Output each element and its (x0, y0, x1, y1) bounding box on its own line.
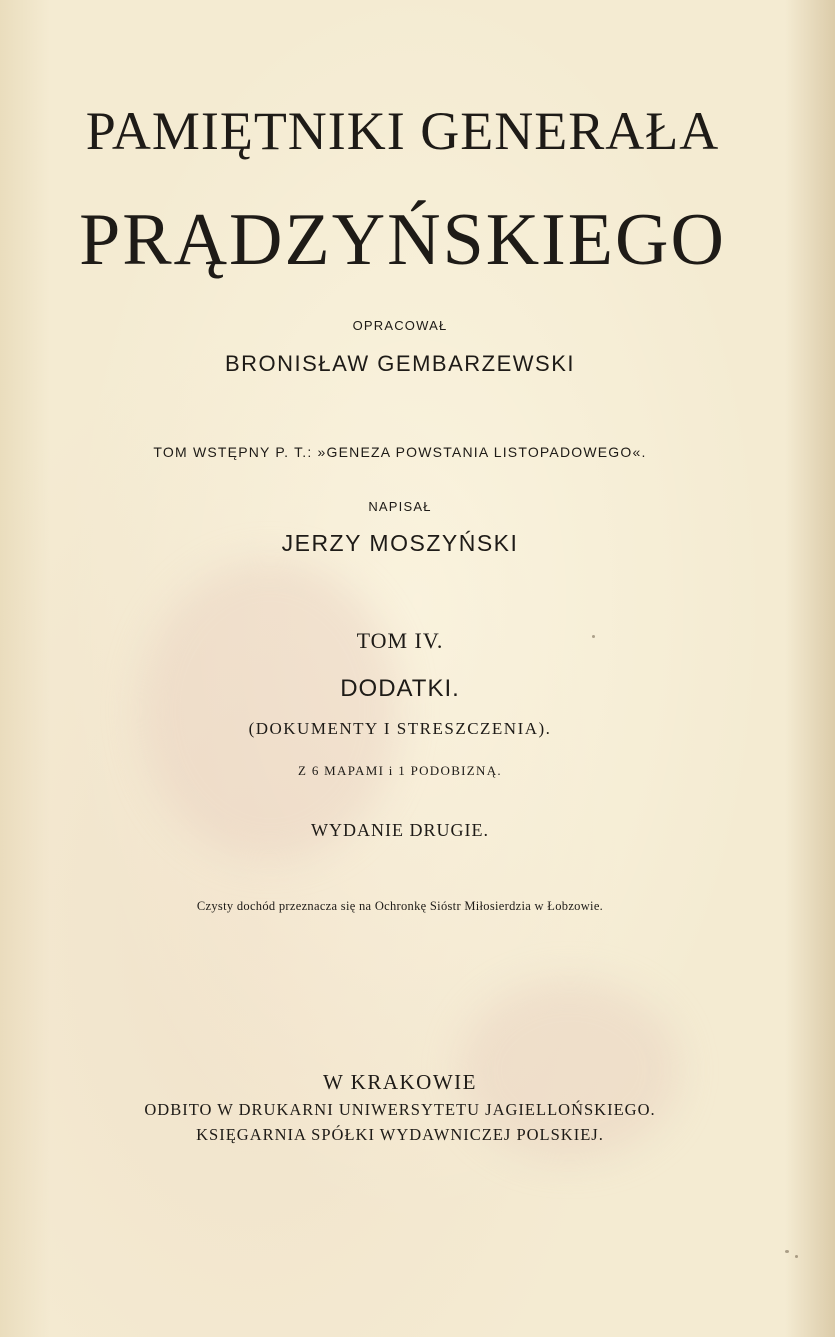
written-by-label: NAPISAŁ (368, 499, 432, 514)
paper-stain (140, 560, 400, 860)
imprint-city: W KRAKOWIE (322, 1070, 477, 1094)
editor-name: BRONISŁAW GEMBARZEWSKI (224, 351, 575, 376)
paper-speck (785, 1250, 789, 1253)
book-title-line-2: PRĄDZYŃSKIEGO (79, 199, 726, 281)
edited-by-label: OPRACOWAŁ (352, 318, 448, 333)
imprint-printer: ODBITO W DRUKARNI UNIWERSYTETU JAGIELLOŃSKIEGO. (144, 1100, 656, 1119)
edition-note: WYDANIE DRUGIE. (311, 820, 489, 840)
section-subtitle: (DOKUMENTY I STRESZCZENIA). (248, 719, 552, 738)
writer-name: JERZY MOSZYŃSKI (281, 530, 519, 556)
maps-note: Z 6 MAPAMI i 1 PODOBIZNĄ. (298, 763, 502, 778)
introductory-volume-note: TOM WSTĘPNY P. T.: »GENEZA POWSTANIA LISTOPADOWEGO«. (153, 444, 647, 460)
volume-number: TOM IV. (356, 628, 444, 653)
book-title-line-1: PAMIĘTNIKI GENERAŁA (85, 101, 720, 161)
paper-speck (795, 1255, 798, 1258)
charity-note: Czysty dochód przeznacza się na Ochronkę Sióstr Miłosierdzia w Łobzowie. (196, 899, 604, 913)
imprint-bookshop: KSIĘGARNIA SPÓŁKI WYDAWNICZEJ POLSKIEJ. (196, 1125, 604, 1144)
section-title: DODATKI. (340, 675, 460, 702)
paper-speck (592, 635, 595, 638)
